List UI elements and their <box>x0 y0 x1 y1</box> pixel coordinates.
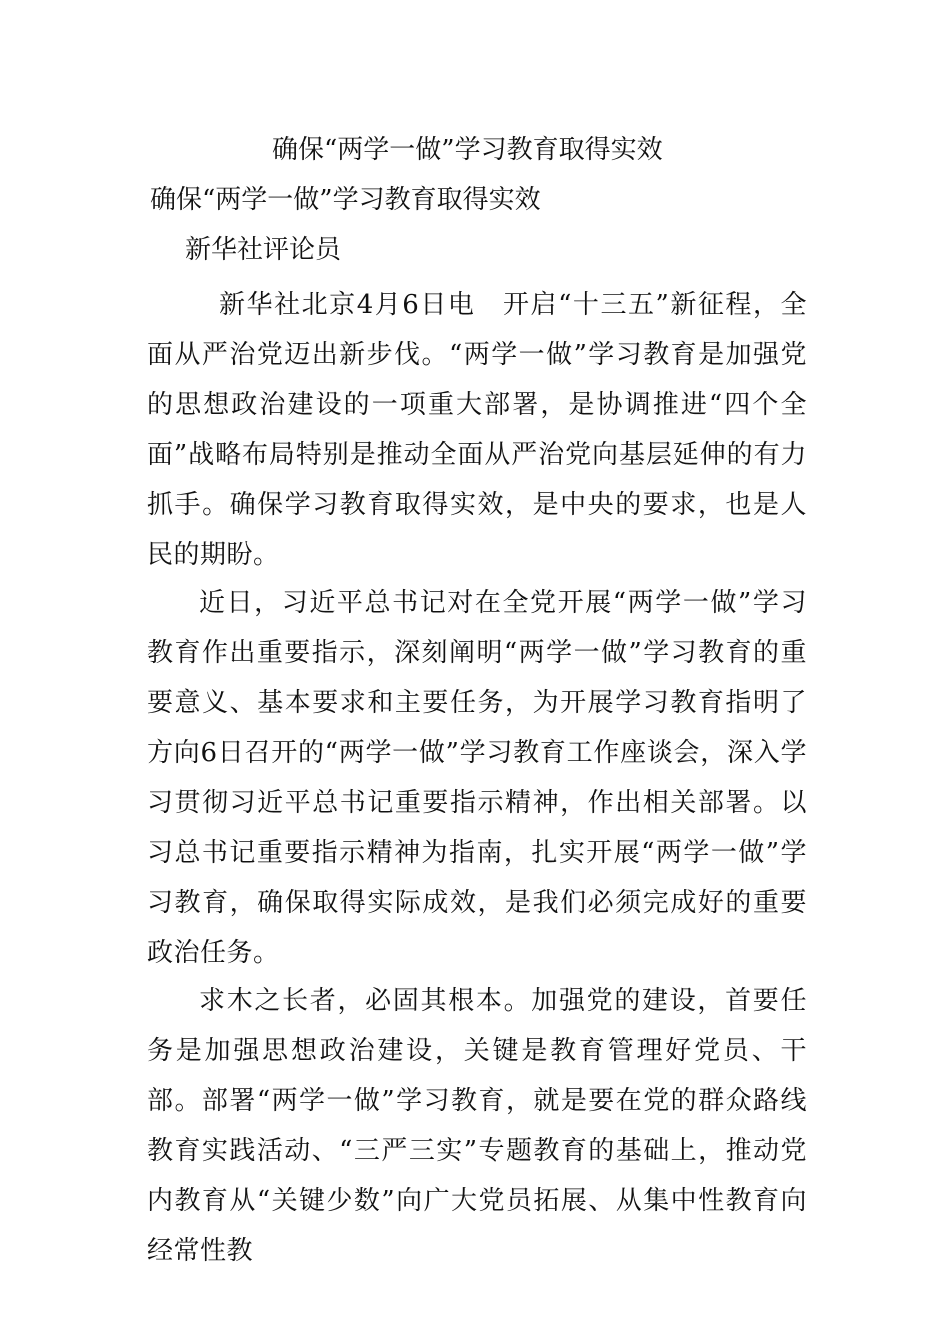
byline: 新华社评论员 <box>185 235 342 265</box>
document-title: 确保“两学一做”学习教育取得实效 <box>272 135 663 165</box>
paragraph-2: 近日，习近平总书记对在全党开展“两学一做”学习教育作出重要指示，深刻阐明“两学一做”学习教育的重要意义、基本要求和主要任务，为开展学习教育指明了方向6日召开的“两学一做”学习教育工作座谈会，深入学习贯彻习近平总书记重要指示精神，作出相关部署。以习总书记重要指示精神为指南，扎实开展“两学一做”学习教育，确保取得实际成效，是我们必须完成好的重要政治任务。 <box>147 588 807 968</box>
paragraph-3: 求木之长者，必固其根本。加强党的建设，首要任务是加强思想政治建设，关键是教育管理好党员、干部。部署“两学一做”学习教育，就是要在党的群众路线教育实践活动、“三严三实”专题教育的基础上，推动党内教育从“关键少数”向广大党员拓展、从集中性教育向经常性教 <box>147 986 807 1266</box>
paragraph-1: 新华社北京4月6日电 开启“十三五”新征程，全面从严治党迈出新步伐。“两学一做”学习教育是加强党的思想政治建设的一项重大部署，是协调推进“四个全面”战略布局特别是推动全面从严治党向基层延伸的有力抓手。确保学习教育取得实效，是中央的要求，也是人民的期盼。 <box>147 290 807 570</box>
document-subtitle: 确保“两学一做”学习教育取得实效 <box>150 185 541 215</box>
